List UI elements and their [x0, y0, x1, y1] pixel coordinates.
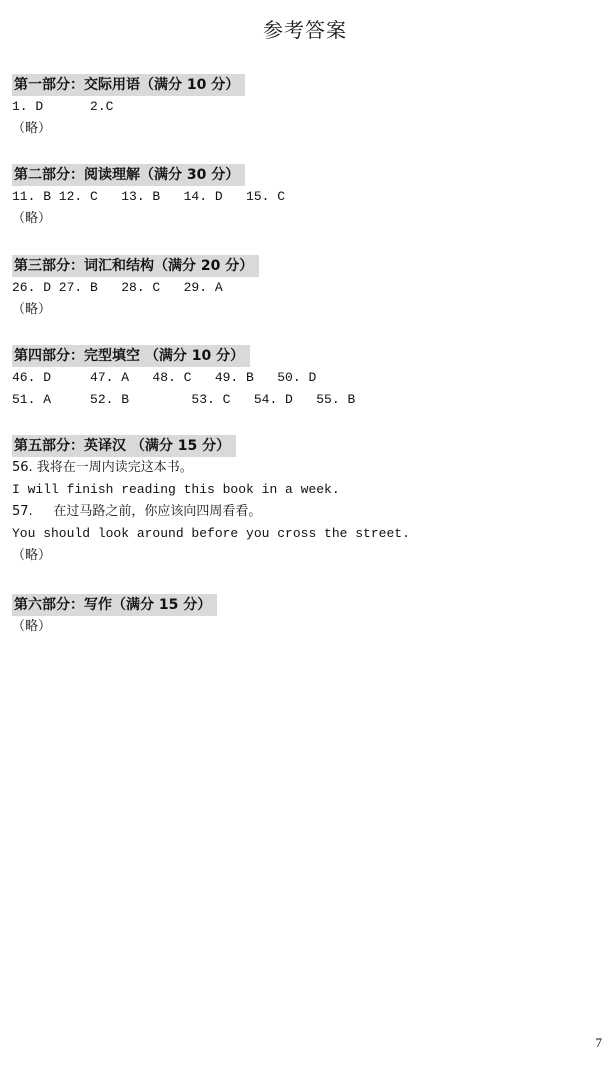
- translation-line: 57. 在过马路之前，你应该向四周看看。: [12, 504, 262, 519]
- section-vocabulary: [12, 255, 592, 321]
- section-header: 第一部分：交际用语（满分 10 分）: [12, 74, 245, 96]
- translation-answer: I will finish reading this book in a week.: [12, 482, 340, 497]
- section-header: 第五部分：英译汉 （满分 15 分）: [12, 435, 236, 457]
- omitted-note: （略）: [12, 619, 52, 634]
- answer-line: 1. D 2.C: [12, 99, 114, 114]
- section-reading: [12, 164, 592, 230]
- section-writing: [12, 594, 592, 638]
- omitted-note: （略）: [12, 121, 52, 136]
- answer-line: 11. B 12. C 13. B 14. D 15. C: [12, 189, 286, 204]
- answer-line: 46. D 47. A 48. C 49. B 50. D: [12, 370, 317, 385]
- section-header: 第二部分：阅读理解（满分 30 分）: [12, 164, 245, 186]
- translation-answer: You should look around before you cross the street.: [12, 526, 410, 541]
- section-translation: [12, 435, 592, 567]
- section-header: 第六部分：写作（满分 15 分）: [12, 594, 217, 616]
- page-title: 参考答案: [263, 18, 347, 42]
- answer-line: 51. A 52. B 53. C 54. D 55. B: [12, 392, 356, 407]
- omitted-note: （略）: [12, 302, 52, 317]
- section-header: 第四部分：完型填空 （满分 10 分）: [12, 345, 250, 367]
- answer-line: 26. D 27. B 28. C 29. A: [12, 280, 223, 295]
- omitted-note: （略）: [12, 211, 52, 226]
- translation-line: 56. 我将在一周内读完这本书。: [12, 460, 193, 475]
- page-number: 7: [595, 1035, 602, 1050]
- section-cloze: [12, 345, 592, 411]
- section-header: 第三部分：词汇和结构（满分 20 分）: [12, 255, 259, 277]
- omitted-note: （略）: [12, 548, 52, 563]
- section-communication: [12, 74, 592, 140]
